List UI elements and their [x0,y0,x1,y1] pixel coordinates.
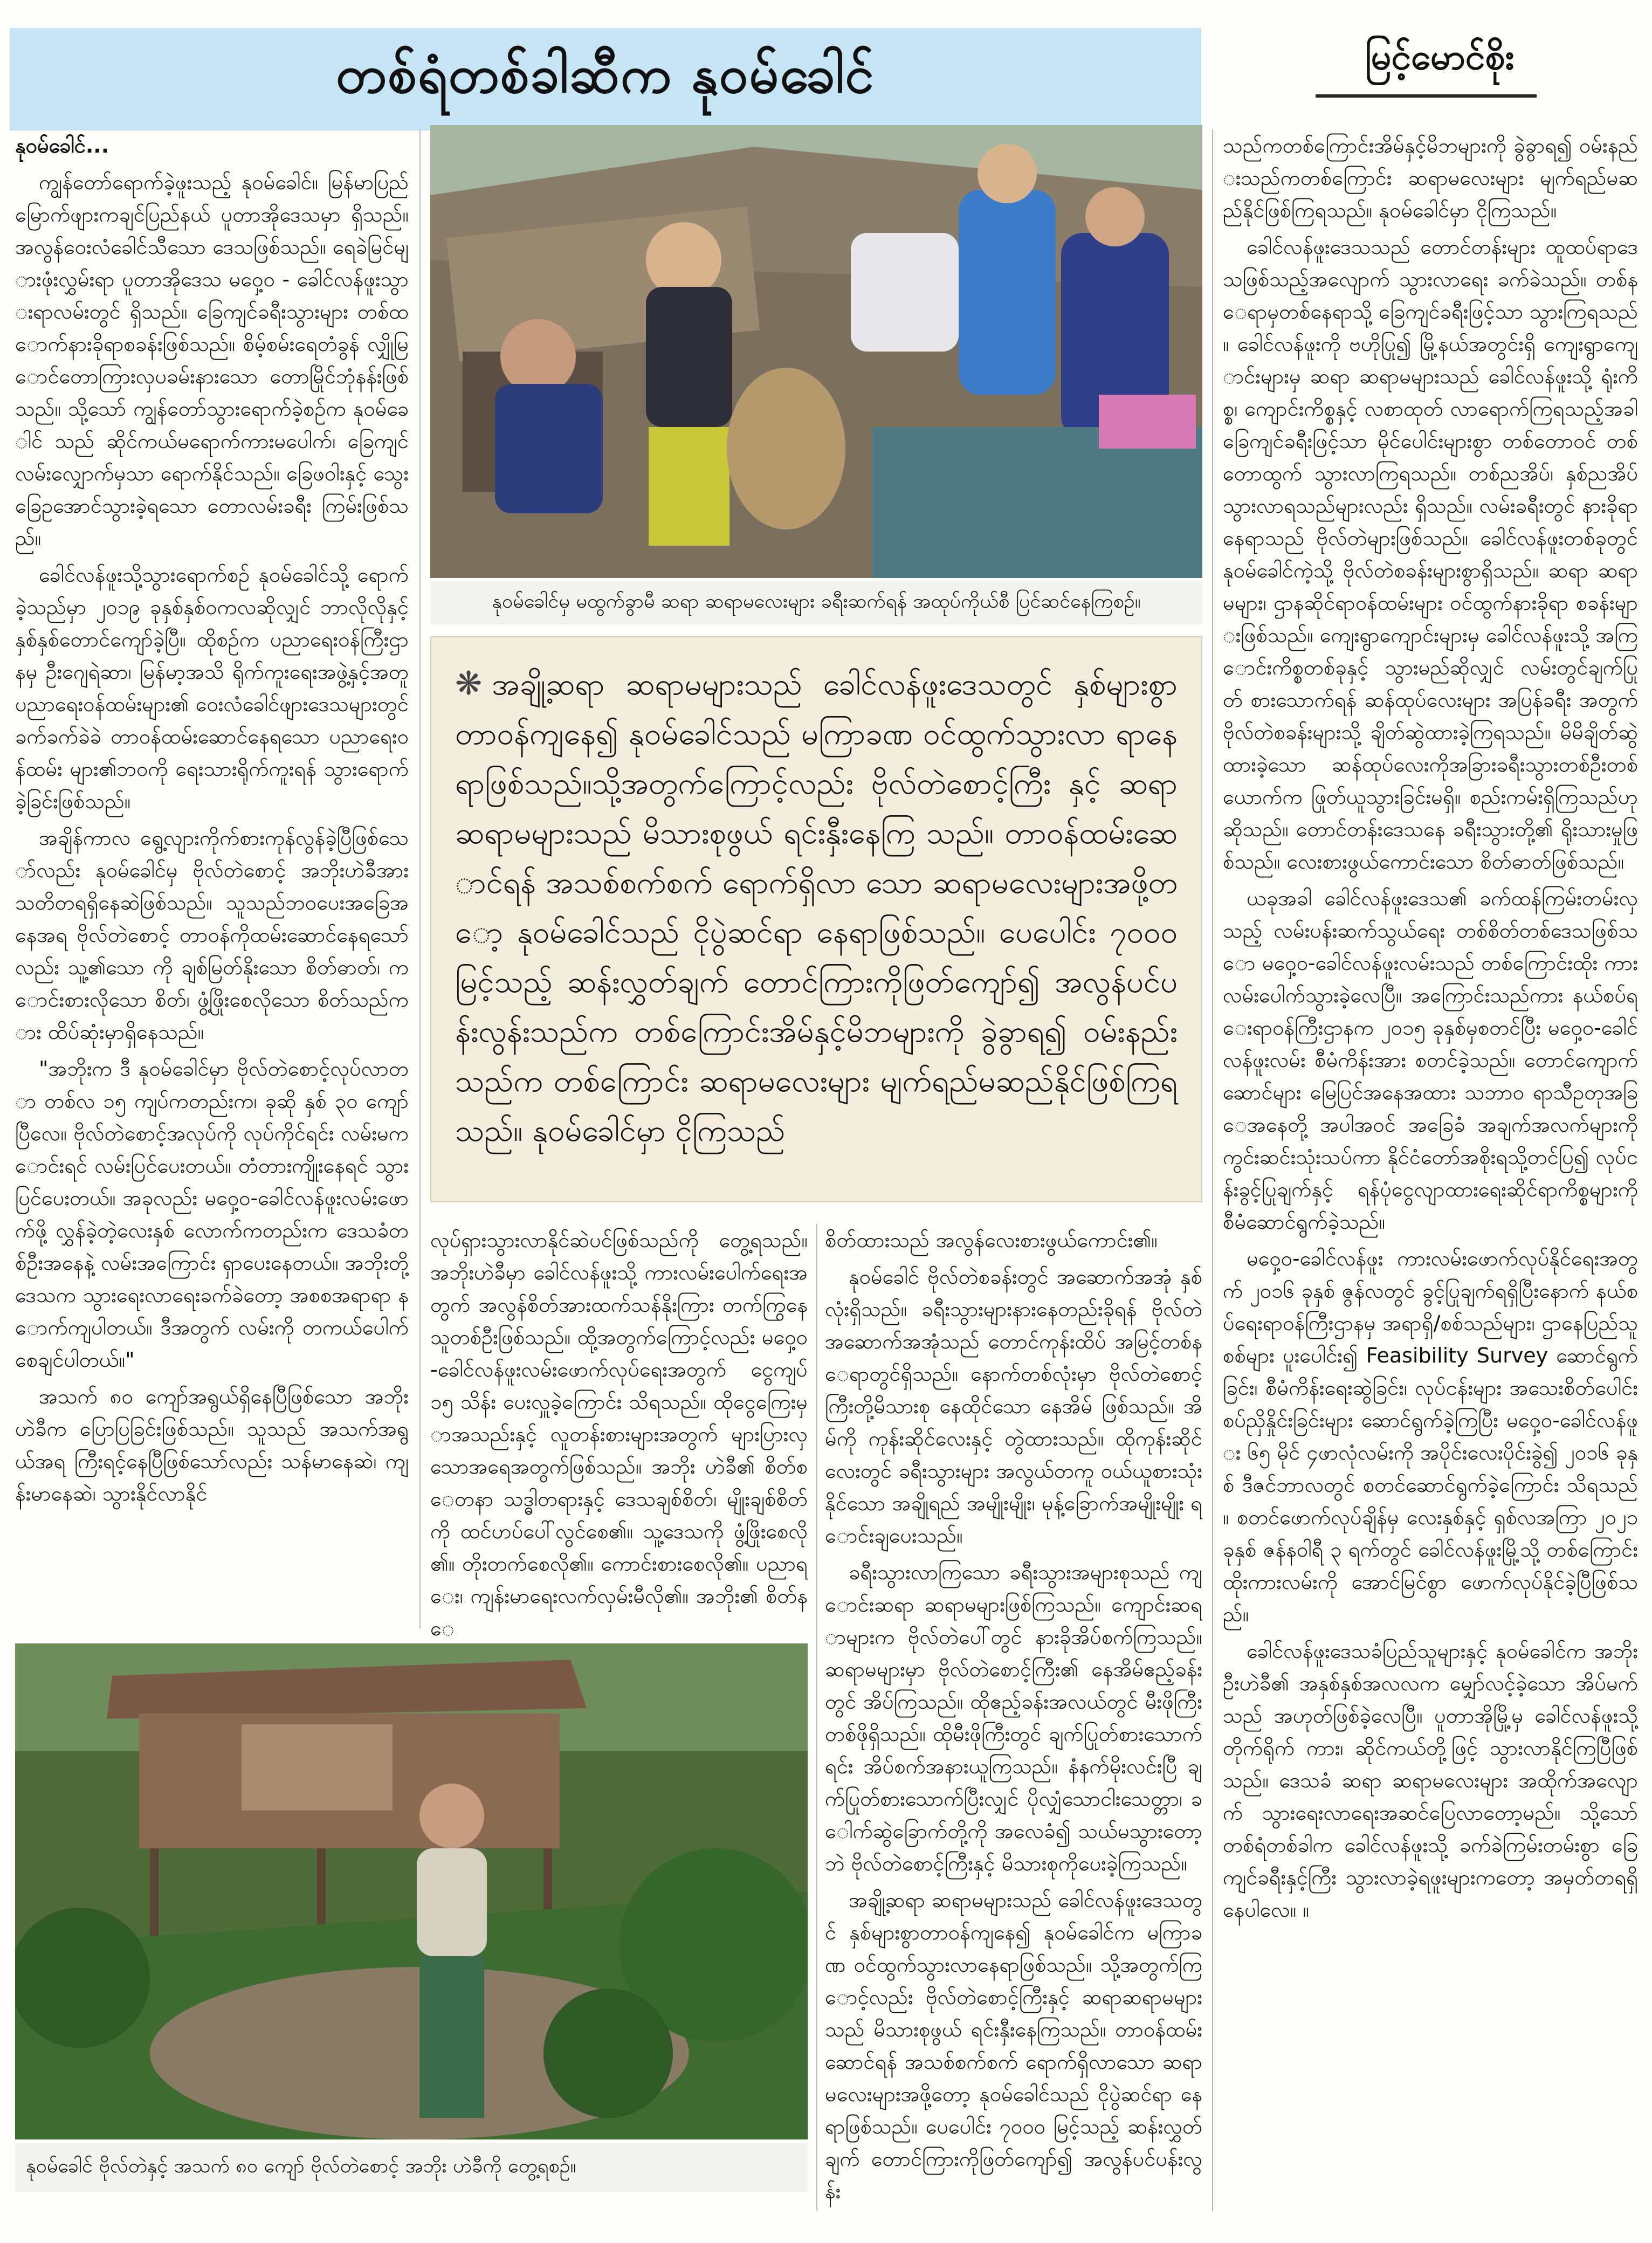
article-column-1 [15,129,409,1628]
photo-caption: နုဝမ်ခေါင်မှ မထွက်ခွာမီ ဆရာ ဆရာမလေးများ ခရီးဆက်ရန် အထုပ်ကိုယ်စီ ပြင်ဆင်နေကြစဉ်။ [430,581,1202,624]
caretaker-house-image [15,1643,808,2139]
teachers-packing-image [430,125,1202,578]
paragraph: ခေါင်လန်ဖူးသို့သွားရောက်စဉ် နုဝမ်ခေါင်သို့ ရောက်ခဲ့သည်မှာ ၂၀၁၉ ခုနှစ်နှစ်ဝကလဆိုလျှင် ဘာလိုလိုနှင့် နှစ်နှစ်တောင်ကျော်ခဲ့ပြီ။ ထိုစဉ်က ပညာရေးဝန်ကြီးဌာနမှ ဦးဂျေရဲဆာ၊ မြန်မာ့အသိ ရိုက်ကူးရေးအဖွဲ့နှင့်အတူ ပညာရေးဝန်ထမ်းများ၏ ဝေးလံခေါင်ဖျားဒေသများတွင် ခက်ခက်ခဲခဲ တာဝန်ထမ်းဆောင်နေရသော ပညာရေးဝန်ထမ်း များ၏ဘဝကို ရေးသားရိုက်ကူးရန် သွားရောက်ခဲ့ခြင်းဖြစ်သည်။ [15,563,409,813]
headline: တစ်ရံတစ်ခါဆီက နုဝမ်ခေါင် [336,44,875,105]
photo-caretaker-house [15,1643,808,2139]
paragraph: သည်ကတစ်ကြောင်းအိမ်နှင့်မိဘများကို ခွဲခွာရ၍ ဝမ်းနည်းသည်ကတစ်ကြောင်း ဆရာမလေးများ မျက်ရည်မဆည်နိုင်ဖြစ်ကြရသည်။ နုဝမ်ခေါင်မှာ ငိုကြသည်။ [1223,134,1638,222]
paragraph: အချိန်ကာလ ရွေ့လျားကိုက်စားကုန်လွန်ခဲ့ပြီဖြစ်သော်လည်း နုဝမ်ခေါင်မှ ဗိုလ်တဲစောင့် အဘိုးဟဲခီအား သတိတရရှိနေဆဲဖြစ်သည်။ သူသည်ဘဝပေးအခြေအနေအရ ဗိုလ်တဲစောင့် တာဝန်ကိုထမ်းဆောင်နေရသော်လည်း သူ့၏သော ကို ချစ်မြတ်နိုးသော စိတ်ဓာတ်၊ ကောင်းစားလိုသော စိတ်၊ ဖွံ့ဖြိုးစေလိုသော စိတ်သည်ကား ထိပ်ဆုံးမှာရှိနေသည်။ [15,826,409,1044]
paragraph: အသက် ၈၀ ကျော်အရွယ်ရှိနေပြီဖြစ်သော အဘိုး ဟဲခီက ပြောပြခြင်းဖြစ်သည်။ သူသည် အသက်အရွယ်အရ ကြီးရင့်နေပြီဖြစ်သော်လည်း သန်မာနေဆဲ၊ ကျန်းမာနေဆဲ၊ သွားနိုင်လာနိုင် [15,1385,409,1505]
photo-teachers-packing [430,125,1202,578]
flower-bullet-icon: ❋ [455,665,483,703]
author-byline: မြင့်မောင်စိုး [1365,36,1515,78]
paragraph: အချို့ဆရာ ဆရာမများသည် ခေါင်လန်ဖူးဒေသတွင် နှစ်များစွာတာဝန်ကျနေ၍ နုဝမ်ခေါင်က မကြာခဏ ဝင်ထွက်သွားလာနေရာဖြစ်သည်။ သို့အတွက်ကြောင့်လည်း ဗိုလ်တဲစောင့်ကြီးနှင့် ဆရာဆရာမများသည် မိသားစုဖွယ် ရင်းနှီးနေကြသည်။ တာဝန်ထမ်းဆောင်ရန် အသစ်စက်စက် ရောက်ရှိလာသော ဆရာမလေးများအဖို့တော့ နုဝမ်ခေါင်သည် ငိုပွဲဆင်ရာ နေရာဖြစ်သည်။ ပေပေါင်း ၇၀၀၀ မြင့်သည့် ဆန်းလွှတ်ချက် တောင်ကြားကိုဖြတ်ကျော်၍ အလွန်ပင်ပန်းလွန်း [825,1888,1202,2203]
section-heading: နုဝမ်ခေါင်... [15,134,109,157]
paragraph: လုပ်ရှားသွားလာနိုင်ဆဲပင်ဖြစ်သည်ကို တွေ့ရသည်။ အဘိုးဟဲခီမှာ ခေါင်လန်ဖူးသို့ ကားလမ်းပေါက်ရေးအတွက် အလွန်စိတ်အားထက်သန်နိုးကြား တက်ကြွနေသူတစ်ဦးဖြစ်သည်။ ထို့အတွက်ကြောင့်လည်း မဝှေ့ဝ-ခေါင်လန်ဖူးလမ်းဖောက်လုပ်ရေးအတွက် ငွေကျပ် ၁၅ သိန်း ပေးလှူခဲ့ကြောင်း သိရသည်။ ထိုငွေကြေးမှာအသည်းနှင့် လူတန်းစားများအတွက် များပြားလှသောအရေအတွက်ဖြစ်သည်။ အဘိုး ဟဲခီ၏ စိတ်စေတနာ သဒ္ဓါတရားနှင့် ဒေသချစ်စိတ်၊ မျိုးချစ်စိတ်ကို ထင်ဟပ်ပေါ်လွင်စေ၏။ သူ့ဒေသကို ဖွံ့ဖြိုးစေလို၏။ တိုးတက်စေလို၏။ ကောင်းစားစေလို၏။ ပညာရေး၊ ကျန်းမာရေးလက်လှမ်းမီလို၏။ အဘိုး၏ စိတ်နေ [430,1228,808,1640]
article-column-2a [430,1224,808,1645]
paragraph: ကျွန်တော်ရောက်ခဲ့ဖူးသည့် နုဝမ်ခေါင်။ မြန်မာပြည် မြောက်ဖျားကချင်ပြည်နယ် ပူတာအိုဒေသမှာ ရှိသည်။ အလွန်ဝေးလံခေါင်သီသော ဒေသဖြစ်သည်။ ရေခဲမြင်များဖုံးလွှမ်းရာ ပူတာအိုဒေသ မဝှေ့ဝ - ခေါင်လန်ဖူးသွားရာလမ်းတွင် ရှိသည်။ ခြေကျင်ခရီးသွားများ တစ်ထောက်နားခိုရာစခန်းဖြစ်သည်။ စိမ့်စမ်းရေတံခွန် လျှိုမြောင်တောကြားလှပခမ်းနားသော တောမြိုင်ဘုံနန်းဖြစ်သည်။ သို့သော် ကျွန်တော်သွားရောက်ခဲ့စဉ်က နုဝမ်ခေါင် သည် ဆိုင်ကယ်မရောက်ကားမပေါက်၊ ခြေကျင် လမ်းလျှောက်မှသာ ရောက်နိုင်သည်။ ခြေဖဝါးနှင့် သွေးခြေဥအောင်သွားခဲ့ရသော တောလမ်းခရီး ကြမ်းဖြစ်သည်။ [15,170,409,550]
article-column-3 [1223,129,1638,2211]
author-underline [1316,94,1537,98]
paragraph: ယခုအခါ ခေါင်လန်ဖူးဒေသ၏ ခက်ထန်ကြမ်းတမ်းလှသည့် လမ်းပန်းဆက်သွယ်ရေး တစ်စိတ်တစ်ဒေသဖြစ်သော မဝှေ့ဝ-ခေါင်လန်ဖူးလမ်းသည် တစ်ကြောင်းထိုး ကားလမ်းပေါက်သွားခဲ့လေပြီ။ အကြောင်းသည်ကား နယ်စပ်ရေးရာဝန်ကြီးဌာနက ၂၀၁၅ ခုနှစ်မှစတင်ပြီး မဝှေ့ဝ-ခေါင်လန်ဖူးလမ်း စီမံကိန်းအား စတင်ခဲ့သည်။ တောင်ကျောက်ဆောင်များ မြေပြင်အနေအထား သဘာဝ ရာသီဥတုအခြေအနေတို့ အပါအဝင် အခြေခံ အချက်အလက်များကို ကွင်းဆင်းသုံးသပ်ကာ နိုင်ငံတော်အစိုးရသို့တင်ပြ၍ လုပ်ငန်းခွင့်ပြုချက်နှင့် ရန်ပုံငွေလျာထားရေးဆိုင်ရာကိစ္စများကို စီမံဆောင်ရွက်ခဲ့သည်။ [1223,886,1638,1234]
pull-quote [430,636,1202,1202]
pull-quote-text: အချို့ဆရာ ဆရာမများသည် ခေါင်လန်ဖူးဒေသတွင် နှစ်များစွာ တာဝန်ကျနေ၍ နုဝမ်ခေါင်သည် မကြာခဏ ဝင်ထွက်သွားလာ ရာနေရာဖြစ်သည်။သို့အတွက်ကြောင့်လည်း ဗိုလ်တဲစောင့်ကြီး နှင့် ဆရာ ဆရာမများသည် မိသားစုဖွယ် ရင်းနှီးနေကြ သည်။ တာဝန်ထမ်းဆောင်ရန် အသစ်စက်စက် ရောက်ရှိလာ သော ဆရာမလေးများအဖို့တော့ နုဝမ်ခေါင်သည် ငိုပွဲဆင်ရာ နေရာဖြစ်သည်။ ပေပေါင်း ၇၀၀၀ မြင့်သည့် ဆန်းလွှတ်ချက် တောင်ကြားကိုဖြတ်ကျော်၍ အလွန်ပင်ပန်းလွန်းသည်က တစ်ကြောင်းအိမ်နှင့်မိဘများကို ခွဲခွာရ၍ ဝမ်းနည်းသည်က တစ်ကြောင်း ဆရာမလေးများ မျက်ရည်မဆည်နိုင်ဖြစ်ကြရ သည်။ နုဝမ်ခေါင်မှာ ငိုကြသည် [455,667,1178,1148]
headline-banner [10,28,1201,130]
column-divider [816,1224,817,2211]
paragraph: ခေါင်လန်ဖူးဒေသသည် တောင်တန်းများ ထူထပ်ရာဒေသဖြစ်သည့်အလျောက် သွားလာရေး ခက်ခဲသည်။ တစ်နေရာမှတစ်နေရာသို့ ခြေကျင်ခရီးဖြင့်သာ သွားကြရသည်။ ခေါင်လန်ဖူးကို ဗဟိုပြု၍ မြို့နယ်အတွင်းရှိ ကျေးရွာကျောင်းများမှ ဆရာ ဆရာမများသည် ခေါင်လန်ဖူးသို့ ရုံးကိစ္စ၊ ကျောင်းကိစ္စနှင့် လစာထုတ် လာရောက်ကြရသည့်အခါ ခြေကျင်ခရီးဖြင့်သာ မိုင်ပေါင်းများစွာ တစ်တောဝင် တစ်တောထွက် သွားလာကြရသည်။ တစ်ညအိပ်၊ နှစ်ညအိပ် သွားလာရသည်များလည်း ရှိသည်။ လမ်းခရီးတွင် နားခိုရာနေရာသည် ဗိုလ်တဲများဖြစ်သည်။ ခေါင်လန်ဖူးတစ်ခုတွင် နုဝမ်ခေါင်ကဲ့သို့ ဗိုလ်တဲစခန်းများစွာရှိသည်။ ဆရာ ဆရာမများ၊ ဌာနဆိုင်ရာဝန်ထမ်းများ ဝင်ထွက်နားခိုရာ စခန်းများဖြစ်သည်။ ကျေးရွာကျောင်းများမှ ခေါင်လန်ဖူးသို့ အကြောင်းကိစ္စတစ်ခုနှင့် သွားမည်ဆိုလျှင် လမ်းတွင်ချက်ပြုတ် စားသောက်ရန် ဆန်ထုပ်လေးများ အပြန်ခရီး အတွက် ဗိုလ်တဲစခန်းများသို့ ချိတ်ဆွဲထားခဲ့ကြရသည်။ မိမိချိတ်ဆွဲထားခဲ့သော ဆန်ထုပ်လေးကိုအခြားခရီးသွားတစ်ဦးတစ်ယောက်က ဖြုတ်ယူသွားခြင်းမရှိ။ စည်းကမ်းရှိကြသည်ဟု ဆိုသည်။ တောင်တန်းဒေသနေ ခရီးသွားတို့၏ ရိုးသားမှုဖြစ်သည်။ လေးစားဖွယ်ကောင်းသော စိတ်ဓာတ်ဖြစ်သည်။ [1223,235,1638,873]
paragraph: မဝှေ့ဝ-ခေါင်လန်ဖူး ကားလမ်းဖောက်လုပ်နိုင်ရေးအတွက် ၂၀၁၆ ခုနှစ် ဇွန်လတွင် ခွင့်ပြုချက်ရရှိပြီးနောက် နယ်စပ်ရေးရာဝန်ကြီးဌာနမှ အရာရှိ/စစ်သည်များ၊ ဌာနေပြည်သူစစ်များ ပူးပေါင်း၍ Feasibility Survey ဆောင်ရွက်ခြင်း၊ စီမံကိန်းရေးဆွဲခြင်း၊ လုပ်ငန်းများ အသေးစိတ်ပေါင်းစပ်ညှိနှိုင်းခြင်းများ ဆောင်ရွက်ခဲ့ကြပြီး မဝှေ့ဝ-ခေါင်လန်ဖူး ၆၅ မိုင် ၄ဖာလုံလမ်းကို အပိုင်းလေးပိုင်းခွဲ၍ ၂၀၁၆ ခုနှစ် ဒီဇင်ဘာလတွင် စတင်ဆောင်ရွက်ခဲ့ကြောင်း သိရသည်။ စတင်ဖောက်လုပ်ချိန်မှ လေးနှစ်နှင့် ရှစ်လအကြာ ၂၀၂၁ ခုနှစ် ဇန်နဝါရီ ၃ ရက်တွင် ခေါင်လန်ဖူးမြို့သို့ တစ်ကြောင်းထိုးကားလမ်းကို အောင်မြင်စွာ ဖောက်လုပ်နိုင်ခဲ့ပြီဖြစ်သည်။ [1223,1247,1638,1626]
paragraph: နုဝမ်ခေါင် ဗိုလ်တဲစခန်းတွင် အဆောက်အအုံ နှစ်လုံးရှိသည်။ ခရီးသွားများနားနေတည်းခိုရန် ဗိုလ်တဲအဆောက်အအုံသည် တောင်ကုန်းထိပ် အမြင့်တစ်နေရာတွင်ရှိသည်။ နောက်တစ်လုံးမှာ ဗိုလ်တဲစောင့်ကြီးတို့မိသားစု နေထိုင်သော နေအိမ် ဖြစ်သည်။ အိမ်ကို ကုန်းဆိုင်လေးနှင့် တွဲထားသည်။ ထိုကုန်းဆိုင်လေးတွင် ခရီးသွားများ အလွယ်တကူ ဝယ်ယူစားသုံးနိုင်သော အချိုရည် အမျိုးမျိုး၊ မုန့်ခြောက်အမျိုးမျိုး ရောင်းချပေးသည်။ [825,1265,1202,1547]
column-divider [1212,129,1213,2211]
paragraph: ခရီးသွားလာကြသော ခရီးသွားအများစုသည် ကျောင်းဆရာ ဆရာမများဖြစ်ကြသည်။ ကျောင်းဆရာများက ဗိုလ်တဲပေါ်တွင် နားခိုအိပ်စက်ကြသည်။ ဆရာမများမှာ ဗိုလ်တဲစောင့်ကြီး၏ နေအိမ်ဧည့်ခန်းတွင် အိပ်ကြသည်။ ထိုဧည့်ခန်းအလယ်တွင် မီးဖိုကြီးတစ်ဖိုရှိသည်။ ထိုမီးဖိုကြီးတွင် ချက်ပြုတ်စားသောက်ရင်း အိပ်စက်အနားယူကြသည်။ နံနက်မိုးလင်းပြီ ချက်ပြုတ်စားသောက်ပြီးလျှင် ပိုလျှံသောငါးသေတ္တာ၊ ခေါက်ဆွဲခြောက်တို့ကို အလေခံ၍ သယ်မသွားတော့ဘဲ ဗိုလ်တဲစောင့်ကြီးနှင့် မိသားစုကိုပေးခဲ့ကြသည်။ [825,1560,1202,1875]
paragraph: ခေါင်လန်ဖူးဒေသခံပြည်သူများနှင့် နုဝမ်ခေါင်က အဘိုးဦးဟဲခီ၏ အနှစ်နှစ်အလလက မျှော်လင့်ခဲ့သော အိပ်မက်သည် အဟုတ်ဖြစ်ခဲ့လေပြီ။ ပူတာအိုမြို့မှ ခေါင်လန်ဖူးသို့ တိုက်ရိုက် ကား၊ ဆိုင်ကယ်တို့ဖြင့် သွားလာနိုင်ကြပြီဖြစ်သည်။ ဒေသခံ ဆရာ ဆရာမလေးများ အထိုက်အလျောက် သွားရေးလာရေးအဆင်ပြေလာတော့မည်။ သို့သော် တစ်ရံတစ်ခါက ခေါင်လန်ဖူးသို့ ခက်ခဲကြမ်းတမ်းစွာ ခြေကျင်ခရီးနှင့်ကြီး သွားလာခဲ့ရဖူးများကတော့ အမှတ်တရရှိနေပါလေ။ ။ [1223,1639,1638,1922]
column-divider [419,129,421,1628]
article-column-2b [825,1224,1202,2211]
photo-caption: နုဝမ်ခေါင် ဗိုလ်တဲနှင့် အသက် ၈၀ ကျော် ဗိုလ်တဲစောင့် အဘိုး ဟဲခီကို တွေ့ရစဉ်။ [15,2143,808,2192]
paragraph: "အဘိုးက ဒီ နုဝမ်ခေါင်မှာ ဗိုလ်တဲစောင့်လုပ်လာတာ တစ်လ ၁၅ ကျပ်ကတည်းက၊ ခုဆို နှစ် ၃၀ ကျော်ပြီလေ။ ဗိုလ်တဲစောင့်အလုပ်ကို လုပ်ကိုင်ရင်း လမ်းမကောင်းရင် လမ်းပြင်ပေးတယ်။ တံတားကျိုးနေရင် သွားပြင်ပေးတယ်။ အခုလည်း မဝှေ့ဝ-ခေါင်လန်ဖူးလမ်းဖောက်ဖို့ လွှန်ခဲ့တဲ့လေးနှစ် လောက်ကတည်းက ဒေသခံတစ်ဦးအနေနဲ့ လမ်းအကြောင်း ရှာပေးနေတယ်။ အဘိုးတို့ဒေသက သွားရေးလာရေးခက်ခဲတော့ အစစအရာရာ နောက်ကျပါတယ်။ ဒီအတွက် လမ်းကို တကယ်ပေါက်စေချင်ပါတယ်။" [15,1057,409,1372]
paragraph: စိတ်ထားသည် အလွန်လေးစားဖွယ်ကောင်း၏။ [825,1228,1158,1252]
